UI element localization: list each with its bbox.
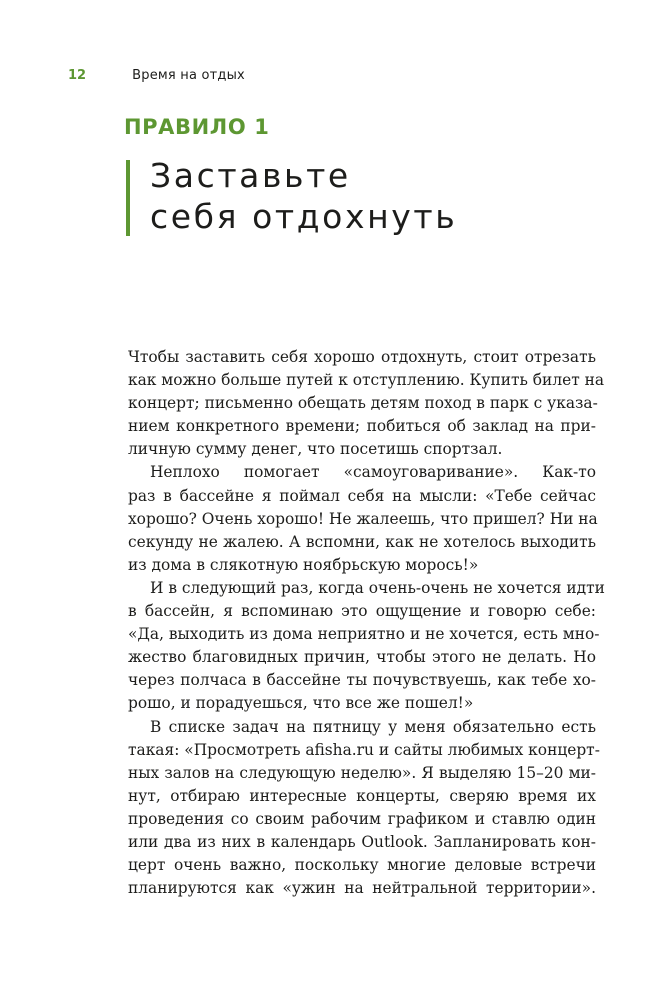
body-line: хорошо? Очень хорошо! Не жалеешь, что пришел? Ни на [128, 509, 598, 528]
title-accent-bar [126, 160, 130, 236]
body-line: из дома в слякотную ноябрьскую морось!» [128, 555, 479, 574]
chapter-title-line: Заставьте [150, 156, 351, 195]
body-line: И в следующий раз, когда очень-очень не хочется идти [150, 578, 605, 597]
body-line: раз в бассейне я поймал себя на мысли: «Тебе сейчас [128, 486, 596, 505]
body-line: нием конкретного времени; побиться об заклад на при- [128, 417, 596, 436]
body-line: секунду не жалею. А вспомни, как не хотелось выходить [128, 532, 596, 551]
body-text [128, 346, 605, 900]
body-line: планируются как «ужин на нейтральной территории». [128, 879, 596, 898]
body-line: Чтобы заставить себя хорошо отдохнуть, стоит отрезать [128, 348, 596, 366]
page-number: 12 [68, 68, 87, 83]
body-line: Неплохо помогает «самоуговаривание». Как-то [150, 463, 596, 482]
body-line: личную сумму денег, что посетишь спортзал. [128, 440, 503, 459]
body-line: концерт; письменно обещать детям поход в парк с указа- [128, 394, 598, 413]
body-line: «Да, выходить из дома неприятно и не хочется, есть мно- [128, 625, 600, 644]
running-head-title: Время на отдых [132, 68, 245, 83]
body-line: как можно больше путей к отступлению. Купить билет на [128, 371, 605, 390]
rule-label: ПРАВИЛО 1 [124, 115, 270, 139]
body-line: рошо, и порадуешься, что все же пошел!» [128, 694, 474, 713]
body-line: ных залов на следующую неделю». Я выделяю 15–20 ми- [128, 763, 596, 782]
body-line: церт очень важно, поскольку многие деловые встречи [128, 856, 596, 875]
body-line: в бассейн, я вспоминаю это ощущение и говорю себе: [128, 602, 596, 621]
body-line: жество благовидных причин, чтобы этого не делать. Но [128, 648, 596, 667]
body-line: такая: «Просмотреть afisha.ru и сайты любимых концерт- [128, 740, 600, 759]
body-line: В списке задач на пятницу у меня обязательно есть [150, 717, 596, 736]
body-line: нут, отбираю интересные концерты, сверяю время их [128, 786, 596, 805]
running-head [68, 66, 245, 86]
chapter-title [150, 155, 457, 237]
body-line: или два из них в календарь Outlook. Запланировать кон- [128, 832, 596, 851]
body-line: через полчаса в бассейне ты почувствуешь, как тебе хо- [128, 671, 596, 690]
body-line: проведения со своим рабочим графиком и ставлю один [128, 809, 596, 828]
chapter-title-line: себя отдохнуть [150, 197, 458, 236]
